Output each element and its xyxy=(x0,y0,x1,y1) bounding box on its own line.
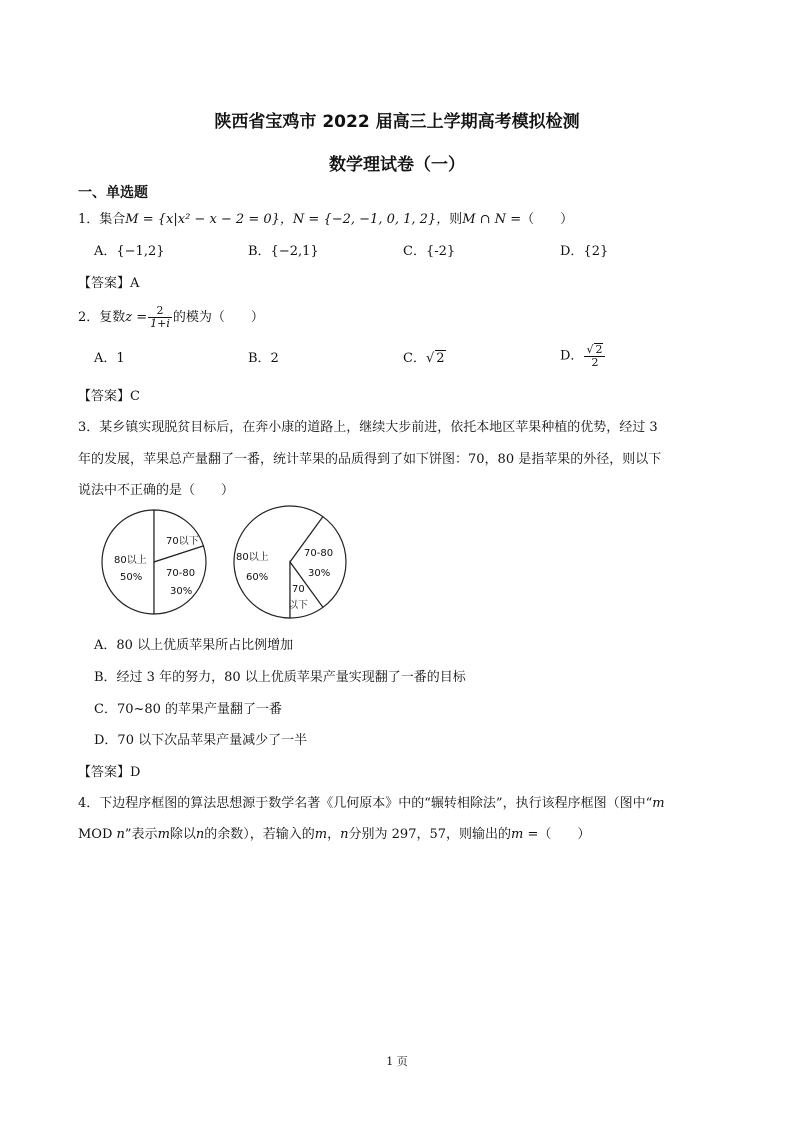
pie-label-below: 以下 xyxy=(288,600,308,611)
option-c xyxy=(403,347,446,366)
pie-value-30: 30% xyxy=(308,568,331,579)
question-3-line-3: 说法中不正确的是（ ） xyxy=(78,483,235,498)
answer-blank: （ ） xyxy=(521,212,574,227)
pie-label-70-below: 70以下 xyxy=(166,536,199,547)
option-b: B．经过 3 年的努力，80 以上优质苹果产量实现翻了一番的目标 xyxy=(94,670,466,685)
variable-m: m xyxy=(314,827,328,842)
question-3-line-1: 3．某乡镇实现脱贫目标后，在奔小康的道路上，继续大步前进，依托本地区苹果种植的优势，经过 3 xyxy=(78,420,658,435)
question-2 xyxy=(78,305,264,330)
set-m: M = {x|x² − x − 2 = 0}， xyxy=(125,212,293,227)
intersection-expr: M ∩ N = xyxy=(462,212,522,227)
option-d-prefix: D． xyxy=(560,348,584,364)
pie-value-30: 30% xyxy=(170,586,193,597)
fraction xyxy=(148,305,172,330)
question-text: ”表示 xyxy=(124,827,158,842)
answer-1: 【答案】A xyxy=(78,276,140,291)
question-text: MOD xyxy=(78,827,117,842)
option-a: A．1 xyxy=(94,351,125,366)
document-subtitle: 数学理试卷（一） xyxy=(329,155,465,175)
section-heading: 一、单选题 xyxy=(78,185,148,201)
question-4-line-2 xyxy=(78,823,590,842)
question-number: 2． xyxy=(78,310,100,325)
fraction-numerator: 2 xyxy=(148,305,172,318)
pie-label-70-80: 70-80 xyxy=(304,548,334,559)
option-b: B．2 xyxy=(248,351,279,366)
option-c: C．{-2} xyxy=(403,244,456,259)
question-text: 集合 xyxy=(99,212,126,227)
pie-chart-before xyxy=(100,502,212,622)
variable-n: n xyxy=(195,827,205,842)
sqrt-symbol: √ xyxy=(425,351,435,366)
option-c-prefix: C． xyxy=(403,351,426,366)
pie-value-50: 50% xyxy=(120,572,143,583)
option-d: D．70 以下次品苹果产量减少了一半 xyxy=(94,733,308,748)
sqrt-radicand: 2 xyxy=(436,351,445,366)
pie-label-70-80: 70-80 xyxy=(166,568,196,579)
variable-n: n xyxy=(116,827,125,842)
fraction-denominator: 2 xyxy=(591,356,599,369)
variable-n: n xyxy=(340,827,349,842)
option-d xyxy=(560,343,606,369)
option-a: A．{−1,2} xyxy=(94,244,165,259)
pie-label-80-above: 80以上 xyxy=(236,552,269,563)
option-c: C．70~80 的苹果产量翻了一番 xyxy=(94,702,283,717)
option-a: A．80 以上优质苹果所占比例增加 xyxy=(94,638,294,653)
fraction xyxy=(584,343,605,369)
variable-m: m xyxy=(652,796,665,811)
option-d: D．{2} xyxy=(560,244,609,259)
sqrt-radicand: 2 xyxy=(595,343,603,356)
option-b: B．{−2,1} xyxy=(248,244,319,259)
pie-chart-after xyxy=(230,502,350,622)
question-number: 1． xyxy=(78,212,100,227)
answer-2: 【答案】C xyxy=(78,389,140,404)
question-3-line-2: 年的发展，苹果总产量翻了一番，统计苹果的品质得到了如下饼图：70，80 是指苹果的外径，则以下 xyxy=(78,452,662,467)
output-m: m = xyxy=(511,827,539,842)
question-text: ， xyxy=(327,827,341,842)
question-text: 除以 xyxy=(169,827,196,842)
document-title: 陕西省宝鸡市 2022 届高三上学期高考模拟检测 xyxy=(214,112,580,132)
pie-label-80-above: 80以上 xyxy=(114,555,147,566)
set-n: N = {−2, −1, 0, 1, 2}， xyxy=(292,212,450,227)
page-number: 1 页 xyxy=(386,1055,408,1068)
question-text: 的余数），若输入的 xyxy=(204,827,315,842)
pie-label-70: 70 xyxy=(292,584,305,595)
question-text: 的模为（ ） xyxy=(172,310,264,325)
question-4-line-1 xyxy=(78,792,665,811)
answer-blank: （ ） xyxy=(538,827,591,842)
fraction-denominator: 1+i xyxy=(150,317,170,330)
question-text: 4．下边程序框图的算法思想源于数学名著《几何原本》中的“辗转相除法”，执行该程序框图（图中“ xyxy=(78,796,653,811)
variable-z: z = xyxy=(125,310,148,325)
question-text: 复数 xyxy=(99,310,126,325)
fraction-numerator: √ 2 xyxy=(584,343,605,357)
variable-m: m xyxy=(157,827,170,842)
question-text: 分别为 297，57，则输出的 xyxy=(348,827,512,842)
question-text: 则 xyxy=(449,212,463,227)
pie-value-60: 60% xyxy=(246,572,269,583)
question-1 xyxy=(78,208,573,227)
answer-3: 【答案】D xyxy=(78,765,141,780)
